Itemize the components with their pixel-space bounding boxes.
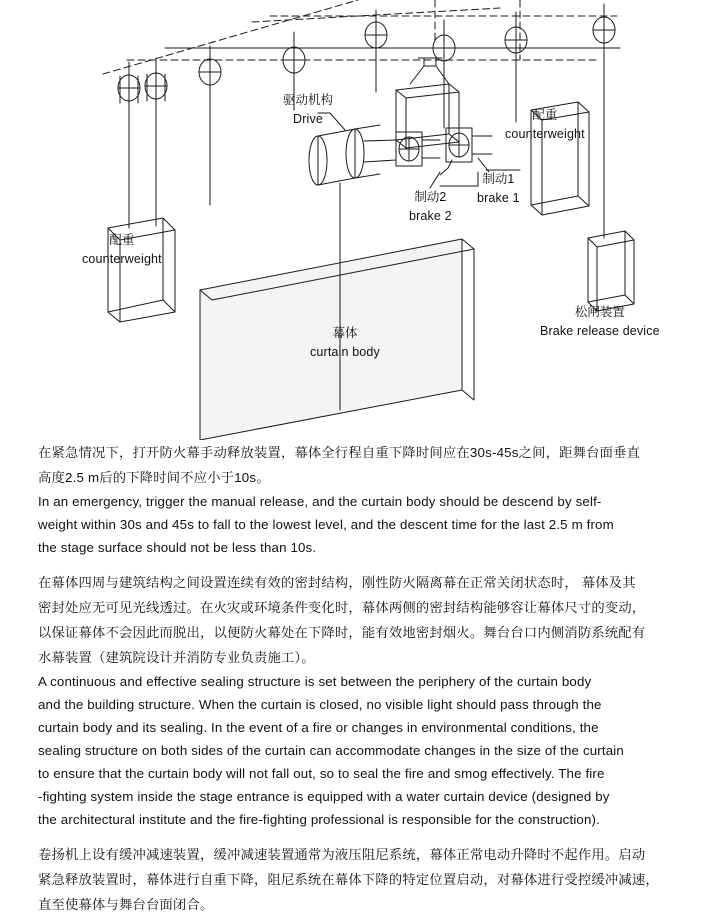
p1-zh-line-2: 高度2.5 m后的下降时间不应小于10s。 — [38, 470, 270, 485]
p2-en-line-6: -fighting system inside the stage entrance is equipped with a water curtain device (designed by — [38, 789, 610, 804]
p2-en-line-7: the architectural institute and the fire-fighting professional is responsible for the construction). — [38, 812, 600, 827]
label-drive — [283, 93, 333, 131]
label-brake-release-device-cn: 松闸装置 — [574, 305, 625, 319]
p2-en-line-5: to ensure that the curtain body will not fall out, so to seal the fire and smog effectively. The fire — [38, 766, 605, 781]
p2-zh-line-2: 密封处应无可见光线透过。在火灾或环境条件变化时，幕体两侧的密封结构能够容让幕体尺寸的变动， — [38, 600, 646, 615]
paragraph-gap-1 — [38, 559, 684, 570]
p3-zh-line-2: 紧急释放装置时，幕体进行自重下降，阻尼系统在幕体下降的特定位置启动，对幕体进行受控缓冲减速， — [38, 872, 659, 887]
paragraph-1 — [38, 440, 684, 559]
paragraph-gap-2 — [38, 831, 684, 842]
label-counterweight-left-cn: 配重 — [109, 233, 135, 247]
p2-zh-line-4: 水幕装置（建筑院设计并消防专业负责施工）。 — [38, 650, 315, 665]
label-curtain-body — [310, 326, 380, 364]
label-counterweight-right — [505, 108, 585, 146]
p1-en-line-1: In an emergency, trigger the manual release, and the curtain body should be descend by self- — [38, 494, 602, 509]
label-brake-1-en: brake 1 — [477, 191, 520, 205]
p3-zh-line-3: 直至使幕体与舞台台面闭合。 — [38, 897, 214, 912]
label-counterweight-left-en: counterweight — [82, 252, 162, 266]
label-counterweight-left — [82, 233, 162, 271]
p1-zh-line-1: 在紧急情况下，打开防火幕手动释放装置，幕体全行程自重下降时间应在30s-45s之间，距舞台面垂直 — [38, 445, 641, 460]
label-counterweight-right-en: counterweight — [505, 127, 585, 141]
label-drive-en: Drive — [293, 112, 323, 126]
label-brake-1-cn: 制动1 — [482, 172, 515, 186]
p2-en-line-1: A continuous and effective sealing structure is set between the periphery of the curtain body — [38, 674, 592, 689]
p2-zh-line-1: 在幕体四周与建筑结构之间设置连续有效的密封结构，刚性防火隔离幕在正常关闭状态时， 幕体及其 — [38, 575, 636, 590]
label-brake-2-en: brake 2 — [409, 209, 452, 223]
diagram-svg — [0, 0, 722, 440]
label-brake-release-device-en: Brake release device — [540, 324, 660, 338]
label-counterweight-right-cn: 配重 — [532, 108, 558, 122]
label-curtain-body-cn: 幕体 — [332, 326, 358, 340]
p1-en-line-3: the stage surface should not be less than 10s. — [38, 540, 317, 555]
p2-en-line-3: curtain body and its sealing. In the event of a fire or changes in environmental conditions, the — [38, 720, 599, 735]
p2-zh-line-3: 以保证幕体不会因此而脱出，以便防火幕处在下降时，能有效地密封烟火。舞台台口内侧消防系统配有 — [38, 625, 646, 640]
label-curtain-body-en: curtain body — [310, 345, 380, 359]
description-text-body — [0, 440, 722, 917]
label-drive-cn: 驱动机构 — [283, 93, 334, 107]
p3-zh-line-1: 卷扬机上设有缓冲减速装置，缓冲减速装置通常为液压阻尼系统，幕体正常电动升降时不起作用。启动 — [38, 847, 646, 862]
label-brake-release-device — [540, 305, 660, 343]
label-brake-2-cn: 制动2 — [414, 190, 447, 204]
paragraph-2 — [38, 570, 684, 831]
p2-en-line-2: and the building structure. When the curtain is closed, no visible light should pass through the — [38, 697, 602, 712]
p2-en-line-4: sealing structure on both sides of the curtain can accommodate changes in the size of the curtain — [38, 743, 624, 758]
p1-en-line-2: weight within 30s and 45s to fall to the lowest level, and the descent time for the last 2.5 m from — [38, 517, 614, 532]
label-brake-1 — [477, 172, 520, 210]
paragraph-3 — [38, 842, 684, 917]
fire-curtain-diagram — [0, 0, 722, 440]
label-brake-2 — [409, 190, 452, 228]
